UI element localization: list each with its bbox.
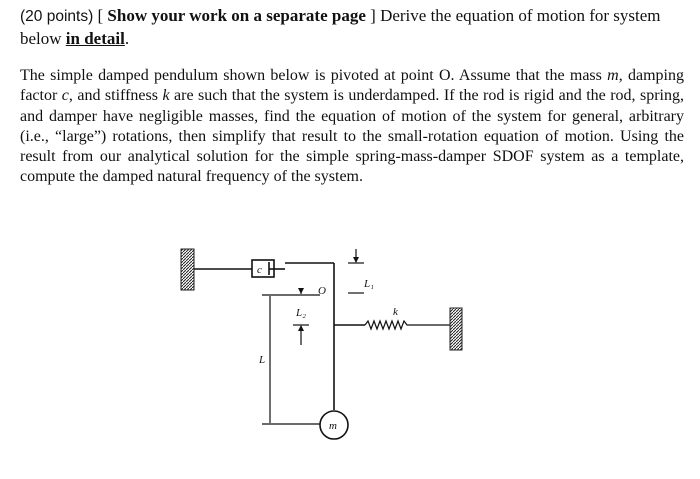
l1-label: L₁ (364, 278, 374, 290)
bracket-open: [ (97, 6, 104, 25)
bracket-close: ] (370, 6, 376, 25)
l-label: L (259, 354, 266, 366)
left-wall (181, 249, 194, 290)
damper (194, 260, 285, 277)
l1-dimension (348, 249, 364, 293)
mass-label: m (329, 420, 337, 432)
detail-emphasis: in detail (65, 29, 125, 48)
l-dimension (262, 295, 320, 424)
right-wall (450, 308, 462, 350)
header-prompt: Derive the equation of motion for system below (20, 6, 661, 48)
mass-symbol: m (607, 67, 619, 84)
header-period: . (124, 29, 130, 48)
points-label: (20 points) (20, 8, 94, 25)
damping-symbol: c (61, 87, 69, 105)
l2-label: L₂ (296, 307, 306, 319)
problem-part1: The simple damped pendulum shown below is pivoted at point O. Assume that the mass (20, 67, 602, 84)
damper-label: c (257, 264, 262, 276)
stiffness-symbol: k (162, 87, 170, 105)
spring (365, 321, 450, 329)
problem-part2: , damping factor (20, 67, 684, 105)
problem-part4: are such that the system is underdamped. If the rod is rigid and the rod, spring, and damper have negligible masses, find the equation of motion of the system for general, arbitrary (i.e., “large”) rotations, then simplify that result to the small-rotation equation of motion. Using the result from our analytical solution for the simple spring-mass-damper SDOF system as a template, compute the damped natural frequency of the system. (20, 87, 685, 186)
problem-part3: , and stiffness (68, 87, 158, 105)
pivot-label: O (318, 285, 326, 297)
instruction-text: Show your work on a separate page (107, 6, 366, 25)
spring-label: k (393, 306, 398, 318)
